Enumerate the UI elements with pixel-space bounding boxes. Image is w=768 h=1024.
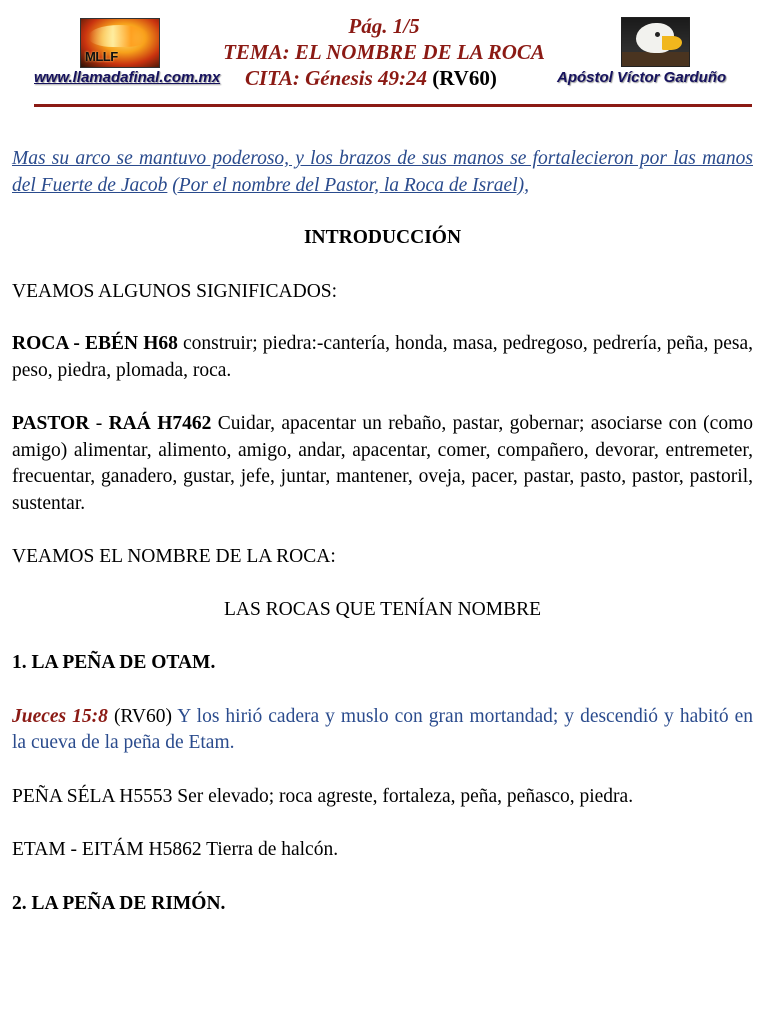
intro-heading: INTRODUCCIÓN: [303, 227, 462, 248]
scripture-citation: [245, 65, 497, 91]
pastor-code: RAÁ H7462: [108, 413, 212, 434]
pastor-def-text: Cuidar, apacentar un rebaño, pastar, gobernar; asociarse con (como amigo) alimentar, alimento, amigo, andar, apacentar, comer, compañero, devorar, entremeter, frecuentar, ganadero, gustar, jefe, juntar, mantener, oveja, pacer, pastar, pasto, pastor, pastoril, sustentar.: [12, 413, 753, 514]
verse-1-paragraph: [12, 704, 753, 757]
section-1-heading: 1. LA PEÑA DE OTAM.: [12, 652, 216, 673]
eagle-logo: [621, 17, 690, 67]
roca-definition: [12, 331, 753, 384]
significados-line: VEAMOS ALGUNOS SIGNIFICADOS:: [12, 280, 338, 302]
pastor-term: PASTOR: [12, 413, 90, 434]
pastor-sep: -: [89, 413, 109, 434]
opening-quote: [12, 146, 753, 199]
eagle-body-shape: [622, 52, 689, 66]
citation-version: (RV60): [432, 66, 497, 90]
document-body: [12, 146, 753, 917]
eagle-beak-shape: [662, 36, 682, 50]
quote-paren-link[interactable]: (Por el nombre del Pastor, la Roca de Israel),: [172, 174, 529, 196]
roca-term: ROCA - EBÉN H68: [12, 333, 178, 354]
website-link[interactable]: www.llamadafinal.com.mx: [34, 69, 221, 86]
section-2-heading: 2. LA PEÑA DE RIMÓN.: [12, 892, 226, 914]
pastor-definition: [12, 411, 753, 517]
author-name: Apóstol Víctor Garduño: [557, 69, 727, 86]
document-header: [0, 0, 768, 110]
verse-1-text: Y los hirió cadera y muslo con gran mortandad; y descendió y habitó en la cueva de la peña de Etam.: [12, 705, 753, 753]
rocas-nombre-heading: LAS ROCAS QUE TENÍAN NOMBRE: [223, 598, 542, 620]
nombre-roca-line: VEAMOS EL NOMBRE DE LA ROCA:: [12, 546, 336, 567]
page-number: Pág. 1/5: [348, 14, 420, 38]
verse-1-reference: Jueces 15:8: [12, 705, 108, 727]
pena-sela-definition: PEÑA SÉLA H5553 Ser elevado; roca agreste, fortaleza, peña, peñasco, piedra.: [12, 785, 634, 807]
sermon-theme: TEMA: EL NOMBRE DE LA ROCA: [223, 40, 545, 64]
eagle-eye-shape: [655, 32, 660, 37]
roca-def-text: construir; piedra:-cantería, honda, masa, pedregoso, pedrería, peña, pesa, peso, piedra, plomada, roca.: [12, 333, 753, 381]
verse-1-version: (RV60): [107, 705, 178, 727]
header-divider: [34, 104, 752, 107]
logo-text: MLLF: [85, 49, 118, 64]
etam-definition: ETAM - EITÁM H5862 Tierra de halcón.: [12, 839, 339, 860]
citation-reference: CITA: Génesis 49:24: [245, 66, 428, 90]
quote-main-link[interactable]: Mas su arco se mantuvo poderoso, y los brazos de sus manos se fortalecieron por las manos del Fuerte de Jacob: [12, 148, 753, 196]
